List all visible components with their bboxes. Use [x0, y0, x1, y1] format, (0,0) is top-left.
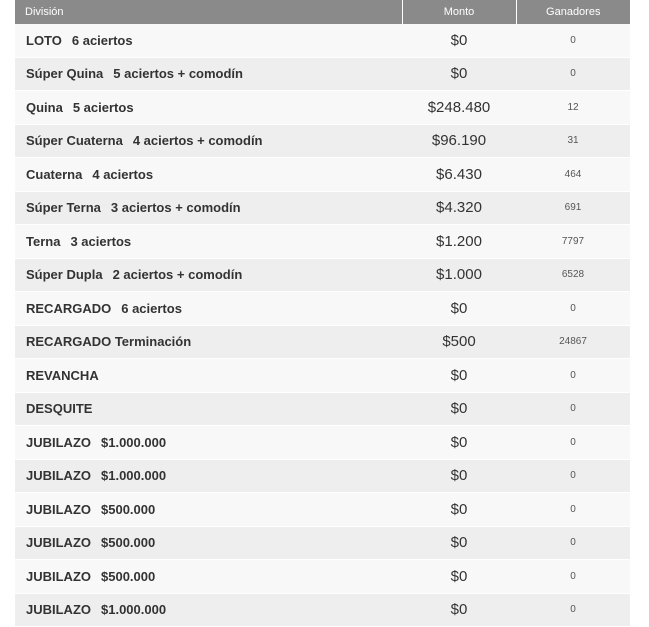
division-detail: 3 aciertos + comodín: [110, 200, 241, 216]
division-name: Súper Terna: [26, 200, 101, 216]
division-name: JUBILAZO: [26, 434, 91, 450]
division-cell: [15, 292, 402, 326]
ganadores-cell: 12: [516, 91, 630, 125]
table-row: [15, 459, 630, 493]
division-name: JUBILAZO: [26, 602, 91, 618]
table-row: [15, 258, 630, 292]
division-detail: 2 aciertos + comodín: [112, 267, 243, 283]
monto-cell: $0: [402, 526, 516, 560]
ganadores-cell: 0: [516, 359, 630, 393]
table-row: [15, 325, 630, 359]
header-monto: Monto: [402, 0, 516, 24]
division-cell: [15, 359, 402, 393]
division-name: RECARGADO Terminación: [26, 334, 192, 350]
ganadores-cell: 0: [516, 426, 630, 460]
division-cell: [15, 91, 402, 125]
ganadores-cell: 7797: [516, 225, 630, 259]
table-body: [15, 24, 630, 627]
table-row: [15, 24, 630, 57]
results-table-container: [15, 0, 630, 627]
monto-cell: $0: [402, 359, 516, 393]
division-cell: [15, 493, 402, 527]
ganadores-cell: 691: [516, 191, 630, 225]
table-row: [15, 124, 630, 158]
division-cell: [15, 593, 402, 627]
division-name: JUBILAZO: [26, 501, 91, 517]
division-cell: [15, 225, 402, 259]
ganadores-cell: 0: [516, 459, 630, 493]
division-name: RECARGADO: [26, 300, 112, 316]
division-name: Súper Dupla: [26, 267, 103, 283]
division-detail: $1.000.000: [101, 468, 167, 484]
division-name: LOTO: [26, 32, 62, 48]
division-name: REVANCHA: [26, 367, 99, 383]
ganadores-cell: 0: [516, 593, 630, 627]
division-detail: 3 aciertos: [70, 233, 132, 249]
monto-cell: $0: [402, 426, 516, 460]
division-cell: [15, 392, 402, 426]
table-row: [15, 191, 630, 225]
monto-cell: $0: [402, 459, 516, 493]
table-row: [15, 426, 630, 460]
ganadores-cell: 0: [516, 560, 630, 594]
division-detail: 5 aciertos: [72, 99, 134, 115]
division-cell: [15, 158, 402, 192]
table-row: [15, 292, 630, 326]
division-cell: [15, 191, 402, 225]
division-cell: [15, 124, 402, 158]
table-row: [15, 57, 630, 91]
monto-cell: $248.480: [402, 91, 516, 125]
division-cell: [15, 426, 402, 460]
monto-cell: $0: [402, 593, 516, 627]
division-name: Súper Quina: [26, 66, 104, 82]
division-name: Quina: [26, 99, 63, 115]
division-detail: 4 aciertos: [92, 166, 154, 182]
division-detail: $500.000: [101, 568, 156, 584]
prize-results-table: [15, 0, 630, 627]
ganadores-cell: 6528: [516, 258, 630, 292]
division-detail: $1.000.000: [101, 434, 167, 450]
division-name: Cuaterna: [26, 166, 83, 182]
table-row: [15, 560, 630, 594]
ganadores-cell: 0: [516, 57, 630, 91]
division-cell: [15, 24, 402, 57]
division-cell: [15, 258, 402, 292]
monto-cell: $0: [402, 560, 516, 594]
monto-cell: $0: [402, 392, 516, 426]
header-ganadores: Ganadores: [516, 0, 630, 24]
monto-cell: $0: [402, 24, 516, 57]
ganadores-cell: 0: [516, 392, 630, 426]
ganadores-cell: 24867: [516, 325, 630, 359]
division-name: JUBILAZO: [26, 568, 91, 584]
division-name: JUBILAZO: [26, 535, 91, 551]
table-row: [15, 526, 630, 560]
monto-cell: $4.320: [402, 191, 516, 225]
monto-cell: $6.430: [402, 158, 516, 192]
table-row: [15, 493, 630, 527]
ganadores-cell: 31: [516, 124, 630, 158]
table-row: [15, 91, 630, 125]
division-name: DESQUITE: [26, 401, 93, 417]
table-row: [15, 359, 630, 393]
division-cell: [15, 560, 402, 594]
division-detail: 5 aciertos + comodín: [113, 66, 243, 82]
division-detail: $1.000.000: [101, 602, 167, 618]
division-detail: $500.000: [101, 501, 156, 517]
division-cell: [15, 459, 402, 493]
division-name: Súper Cuaterna: [26, 133, 123, 149]
monto-cell: $0: [402, 292, 516, 326]
division-cell: [15, 526, 402, 560]
division-cell: [15, 325, 402, 359]
division-cell: [15, 57, 402, 91]
table-row: [15, 593, 630, 627]
monto-cell: $96.190: [402, 124, 516, 158]
division-detail: 6 aciertos: [71, 32, 133, 48]
monto-cell: $500: [402, 325, 516, 359]
ganadores-cell: 0: [516, 493, 630, 527]
table-row: [15, 158, 630, 192]
ganadores-cell: 0: [516, 24, 630, 57]
division-name: Terna: [26, 233, 61, 249]
ganadores-cell: 0: [516, 292, 630, 326]
monto-cell: $1.000: [402, 258, 516, 292]
table-row: [15, 225, 630, 259]
division-name: JUBILAZO: [26, 468, 91, 484]
monto-cell: $1.200: [402, 225, 516, 259]
monto-cell: $0: [402, 57, 516, 91]
table-row: [15, 392, 630, 426]
division-detail: $500.000: [101, 535, 156, 551]
table-header: [15, 0, 630, 24]
division-detail: 4 aciertos + comodín: [132, 133, 263, 149]
ganadores-cell: 0: [516, 526, 630, 560]
monto-cell: $0: [402, 493, 516, 527]
header-row: [15, 0, 630, 24]
division-detail: 6 aciertos: [121, 300, 182, 316]
header-division: División: [15, 0, 402, 24]
ganadores-cell: 464: [516, 158, 630, 192]
